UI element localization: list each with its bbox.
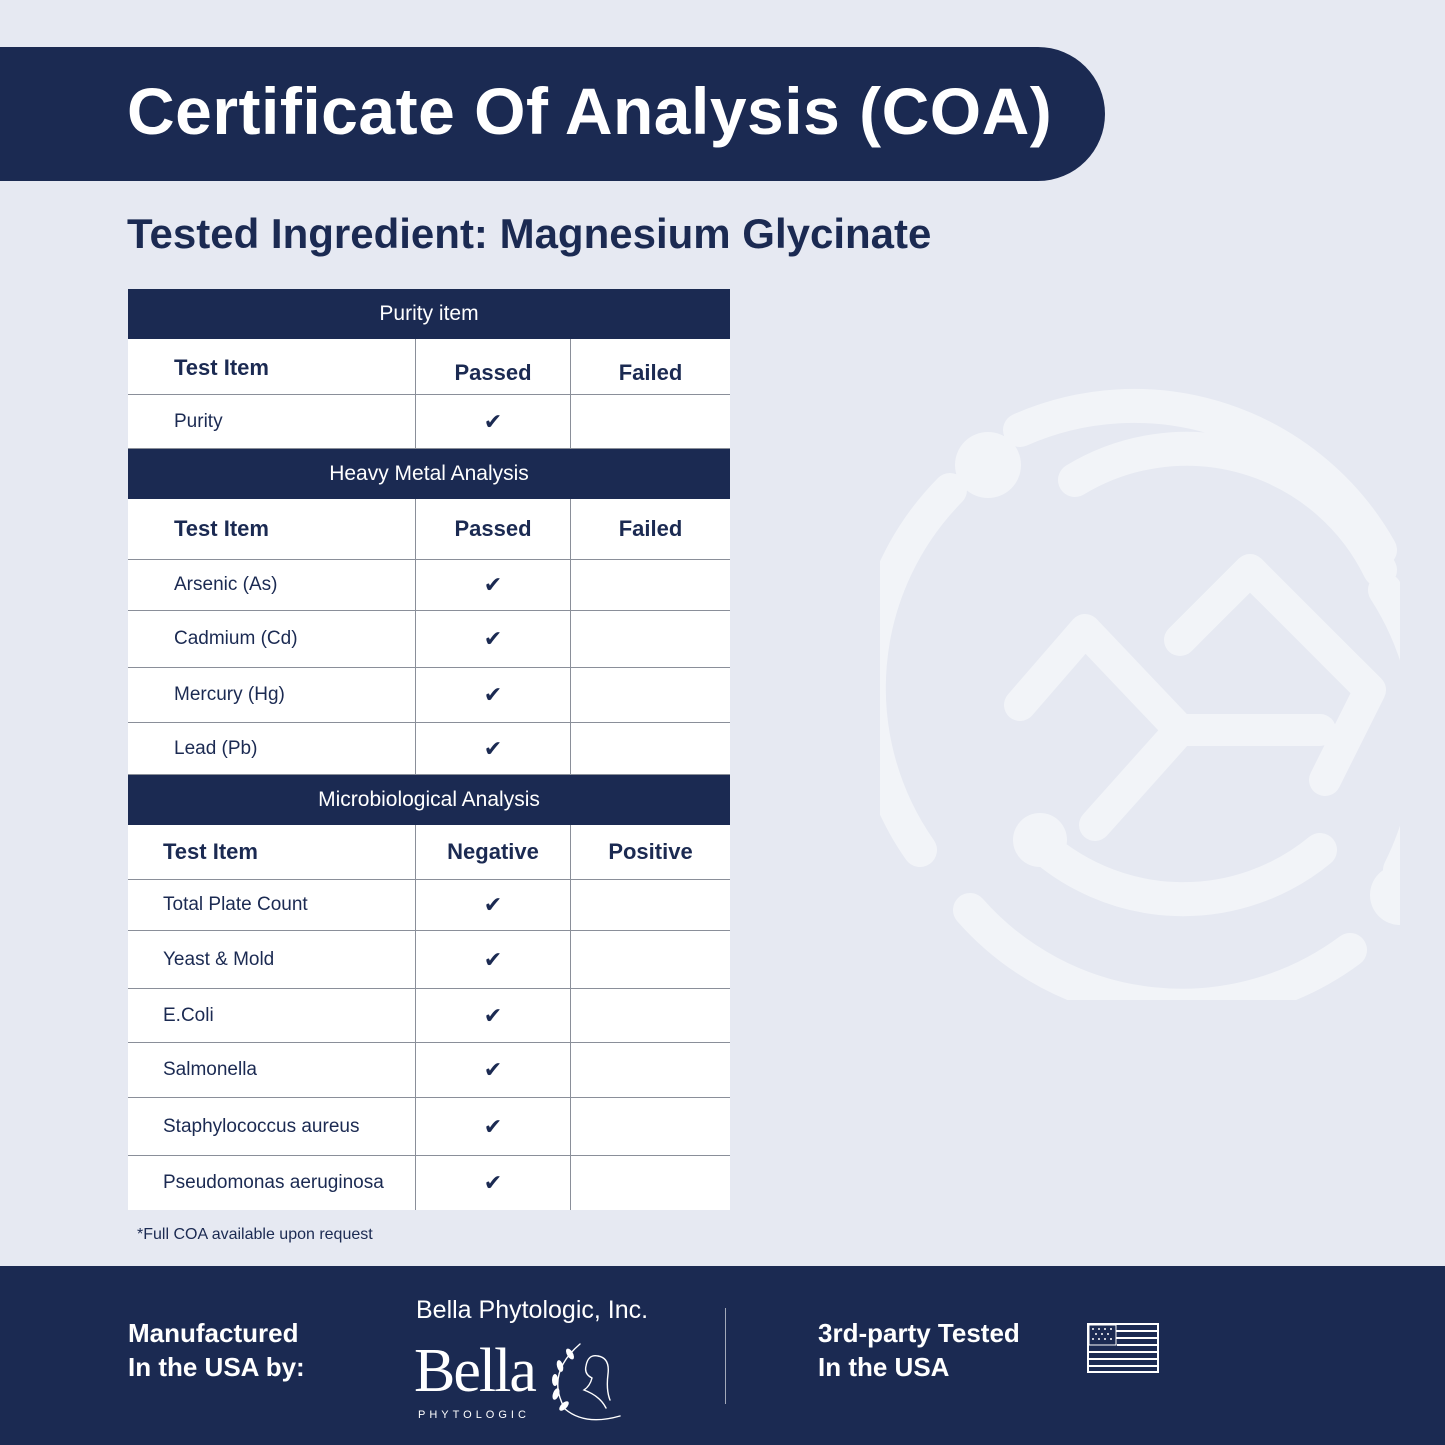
check-mark: ✔: [483, 735, 503, 761]
table-row: [128, 668, 730, 723]
brand-logo-wordmark: Bella: [414, 1337, 535, 1405]
check-mark: ✔: [483, 1113, 503, 1139]
check-icon: [416, 880, 571, 930]
manufactured-line-1: Manufactured: [128, 1318, 299, 1348]
tested-line-2: In the USA: [818, 1352, 950, 1382]
check-icon: [416, 611, 571, 667]
page-title: Certificate Of Analysis (COA): [127, 74, 1053, 148]
section-header-heavy-metal: Heavy Metal Analysis: [128, 449, 730, 499]
test-item-label: E.Coli: [128, 989, 416, 1042]
empty-cell: [571, 395, 730, 448]
test-item-label: Arsenic (As): [128, 560, 416, 610]
check-mark: ✔: [483, 408, 503, 434]
test-item-label: Total Plate Count: [128, 880, 416, 930]
test-item-label: Salmonella: [128, 1043, 416, 1097]
column-header-failed: Failed: [618, 516, 683, 541]
test-item-label: Lead (Pb): [128, 723, 416, 774]
check-mark: ✔: [483, 1002, 503, 1028]
check-mark: ✔: [483, 892, 503, 917]
check-mark: ✔: [483, 1057, 503, 1082]
title-banner: [0, 47, 1105, 181]
column-header-negative: Negative: [416, 825, 571, 879]
table-row: [128, 880, 730, 931]
test-item-label: Yeast & Mold: [128, 931, 416, 988]
empty-cell: [571, 668, 730, 722]
empty-cell: [571, 931, 730, 988]
column-header-test-item: Test Item: [128, 825, 416, 879]
usa-flag-icon: [1087, 1323, 1159, 1373]
column-header-test-item: Test Item: [128, 339, 416, 394]
test-item-label: Staphylococcus aureus: [128, 1098, 416, 1155]
check-icon: [416, 989, 571, 1042]
check-mark: ✔: [483, 572, 503, 597]
test-item-label: Mercury (Hg): [128, 668, 416, 722]
empty-cell: [571, 1098, 730, 1155]
table-row: [128, 560, 730, 611]
empty-cell: [571, 723, 730, 774]
footnote: *Full COA available upon request: [137, 1226, 373, 1243]
tested-ingredient-heading: Tested Ingredient: Magnesium Glycinate: [127, 210, 932, 257]
company-name: Bella Phytologic, Inc.: [416, 1296, 649, 1324]
tested-line-1: 3rd-party Tested: [818, 1318, 1020, 1348]
manufactured-in-usa-text: [128, 1316, 305, 1384]
column-header-failed: Failed: [618, 359, 683, 385]
manufactured-line-2: In the USA by:: [128, 1352, 305, 1382]
check-icon: [416, 668, 571, 722]
test-item-label: Purity: [128, 395, 416, 448]
test-item-label: Pseudomonas aeruginosa: [128, 1156, 416, 1210]
column-header-passed: Passed: [416, 499, 571, 559]
check-mark: ✔: [483, 626, 503, 651]
empty-cell: [571, 880, 730, 930]
woman-silhouette-laurel-icon: [540, 1334, 630, 1424]
column-header-test-item: Test Item: [128, 499, 416, 559]
test-item-label: Cadmium (Cd): [128, 611, 416, 667]
empty-cell: [571, 560, 730, 610]
brand-watermark-icon: [880, 370, 1400, 1000]
check-icon: [416, 723, 571, 774]
empty-cell: [571, 1156, 730, 1210]
check-mark: ✔: [483, 1170, 503, 1195]
check-icon: [416, 931, 571, 988]
table-row: [128, 723, 730, 775]
column-header-positive: Positive: [608, 839, 693, 864]
table-row: [128, 611, 730, 668]
coa-table: [128, 289, 730, 1210]
check-mark: ✔: [483, 946, 503, 972]
empty-cell: [571, 611, 730, 667]
table-header-row: [128, 339, 730, 395]
check-icon: [416, 395, 571, 448]
check-icon: [416, 1156, 571, 1210]
footer-bar: [0, 1266, 1445, 1445]
section-header-microbiological: Microbiological Analysis: [128, 775, 730, 825]
third-party-tested-text: [818, 1316, 1020, 1384]
table-header-row: [128, 825, 730, 880]
table-row: [128, 931, 730, 989]
column-header-passed: Passed: [416, 339, 571, 394]
empty-cell: [571, 989, 730, 1042]
check-mark: ✔: [483, 682, 503, 707]
brand-logo-subtitle: PHYTOLOGIC: [418, 1409, 530, 1421]
check-icon: [416, 1043, 571, 1097]
check-icon: [416, 560, 571, 610]
table-header-row: [128, 499, 730, 560]
check-icon: [416, 1098, 571, 1155]
table-row: [128, 395, 730, 449]
footer-divider: [725, 1308, 726, 1404]
section-header-purity: Purity item: [128, 289, 730, 339]
table-row: [128, 989, 730, 1043]
empty-cell: [571, 1043, 730, 1097]
table-row: [128, 1043, 730, 1098]
table-row: [128, 1156, 730, 1210]
table-row: [128, 1098, 730, 1156]
